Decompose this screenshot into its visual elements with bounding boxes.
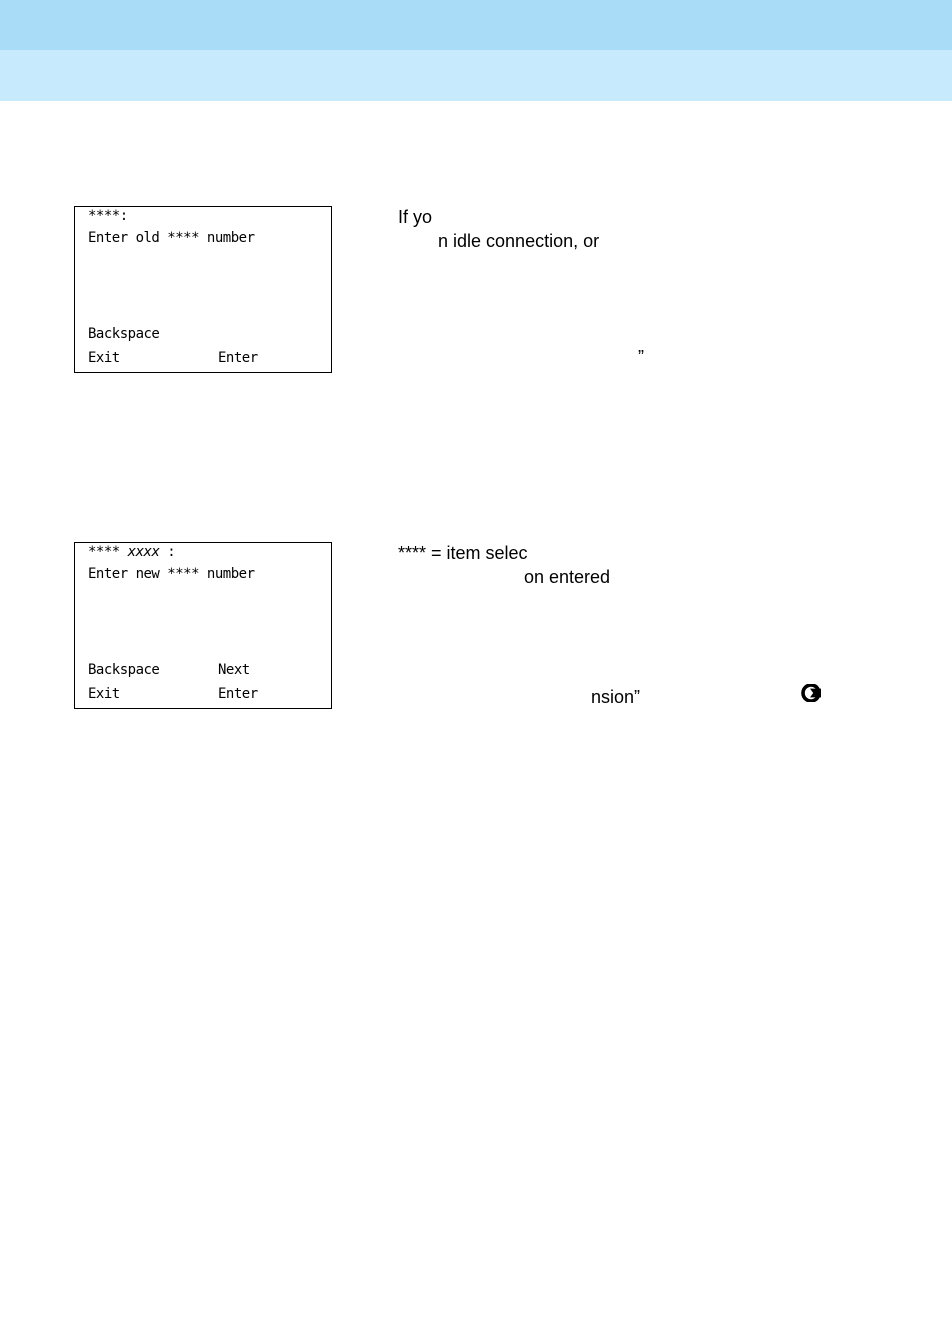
screen-title-suffix: : (159, 544, 176, 560)
instruction-text-2-fragment: nsion” (591, 687, 641, 707)
display-screen-old-number (74, 206, 332, 373)
header-band-top (0, 0, 952, 50)
instruction-text-1-line-1: If yo (398, 207, 433, 227)
screen-title: ****: (88, 208, 128, 224)
screen-title-prefix: **** (88, 544, 128, 560)
next-softkey[interactable]: Next (218, 662, 250, 678)
exit-softkey[interactable]: Exit (88, 686, 120, 702)
screen-title (88, 540, 175, 564)
back-arrow-icon[interactable] (801, 684, 821, 702)
enter-softkey[interactable]: Enter (218, 686, 258, 702)
screen-prompt: Enter old **** number (88, 230, 255, 246)
backspace-softkey[interactable]: Backspace (88, 326, 160, 342)
enter-softkey[interactable]: Enter (218, 350, 258, 366)
backspace-softkey[interactable]: Backspace (88, 662, 160, 678)
closing-quote: ” (638, 347, 644, 367)
instruction-text-2-line-1: **** = item selec (398, 543, 528, 563)
header-band-bottom (0, 50, 952, 101)
display-screen-new-number (74, 542, 332, 709)
exit-softkey[interactable]: Exit (88, 350, 120, 366)
screen-prompt: Enter new **** number (88, 566, 255, 582)
instruction-text-2-line-2: on entered (524, 567, 611, 587)
screen-title-variable: xxxx (127, 544, 160, 560)
instruction-text-1-line-2: n idle connection, or (438, 231, 600, 251)
